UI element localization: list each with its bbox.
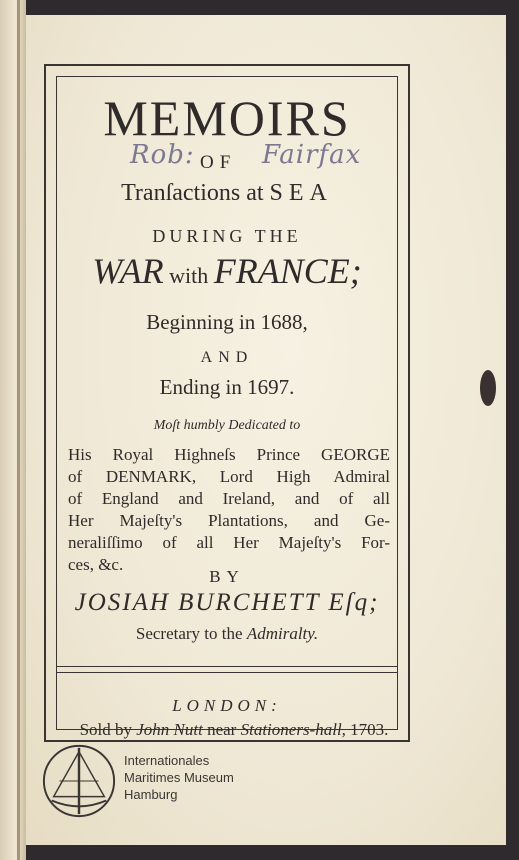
sea-word: SEA <box>269 180 333 206</box>
london-line: LONDON: <box>172 696 282 715</box>
dedication-line: His Royal Highneſs Prince GEORGE <box>68 445 390 464</box>
museum-line: Hamburg <box>124 787 178 802</box>
museum-line: Internationales <box>124 753 210 768</box>
dedication-line: Her Majeſty's Plantations, and Ge- <box>68 511 390 530</box>
dedication-line: of England and Ireland, and of all <box>68 489 390 508</box>
imprint-rule-top <box>56 666 398 667</box>
dedication-line: neraliſſimo of all Her Majeſty's For- <box>68 533 390 552</box>
beginning-line: Beginning in 1688, <box>146 310 308 334</box>
admiralty-word: Admiralty. <box>246 624 319 643</box>
with-word: with <box>163 263 214 288</box>
by-line: BY <box>209 567 245 586</box>
signature-rob: Rob: <box>130 140 195 170</box>
signature-fairfax: Fairfax <box>262 140 362 170</box>
museum-line: Maritimes Museum <box>124 770 234 785</box>
war-word: WAR <box>92 251 164 291</box>
of-word: OF <box>200 152 237 173</box>
printer-name: John Nutt <box>136 720 203 739</box>
museum-logo-icon <box>40 742 118 820</box>
and-line: AND <box>200 349 254 366</box>
year-text: 1703. <box>345 720 389 739</box>
ink-stain <box>480 370 496 406</box>
war-line <box>56 250 398 292</box>
author-name: JOSIAH BURCHETT Eſq; <box>74 589 380 616</box>
france-word: FRANCE; <box>213 251 362 291</box>
transactions-line <box>56 180 398 207</box>
dedication-line: ces, &c. <box>68 555 124 574</box>
place-name: Stationers-hall, <box>240 720 346 739</box>
page-title: MEMOIRS <box>103 90 351 146</box>
dedication-line: of DENMARK, Lord High Admiral <box>68 467 390 486</box>
ending-line: Ending in 1697. <box>159 375 295 399</box>
sold-by-text: Sold by <box>79 720 137 739</box>
during-line: DURING THE <box>152 226 302 246</box>
museum-watermark <box>124 752 234 803</box>
secretary-text: Secretary to the <box>135 624 247 643</box>
imprint-line <box>56 720 412 740</box>
dedicated-line: Moſt humbly Dedicated to <box>153 418 301 433</box>
dedication-block <box>68 444 390 576</box>
imprint-rule-bottom <box>56 672 398 673</box>
secretary-line <box>56 624 398 644</box>
binding-line <box>17 0 20 860</box>
near-text: near <box>202 720 241 739</box>
adjacent-page-edge <box>0 0 26 860</box>
transactions-text: Tranſactions at <box>121 180 270 206</box>
